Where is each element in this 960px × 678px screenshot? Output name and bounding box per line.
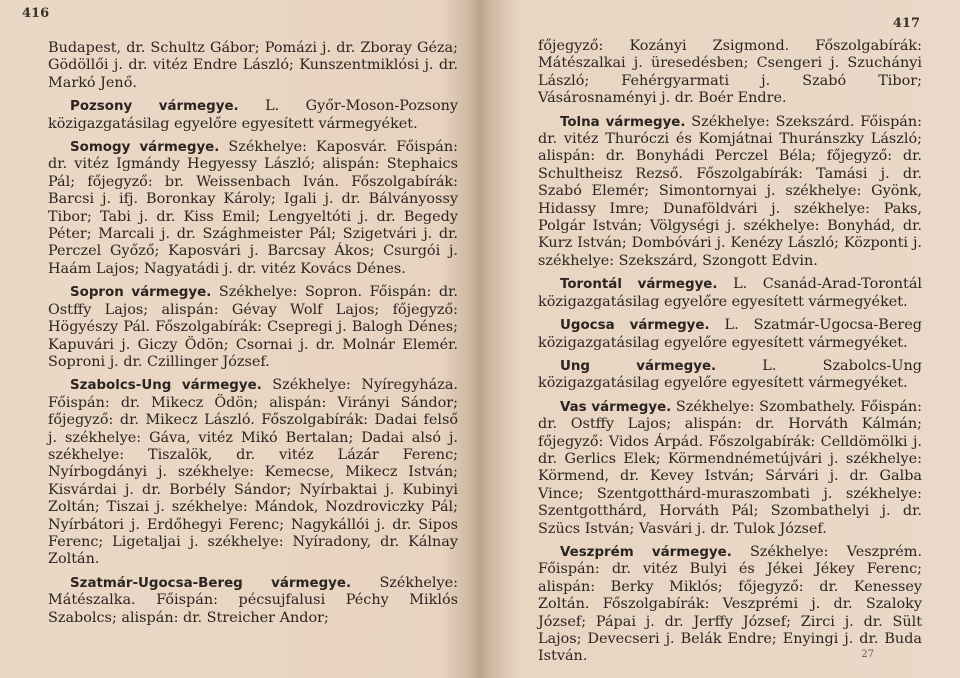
right-page [482,0,960,678]
entry-text: Székhelye: Szombathely. Főispán: dr. Ostffy Lajos; alispán: dr. Horváth Kálmán; főjegyző: Vidos Árpád. Főszolgabírák: Celldömölki j. dr. Gerlics Elek; Körmendnémetújvári j. székhelye: Körmend, dr. Kevey István; Sárvári j. dr. Galba Vince; Szentgotthárd-muraszombati j. székhelye: Szentgotthárd, Horváth Pál; Szombathelyi j. dr. Szücs István; Vasvári j. dr. Tulok József. [538,398,923,537]
entry-text: L. Szabolcs-Ung közigazgatásilag egyelőre egyesített vármegyéket. [538,357,922,392]
entry [48,40,458,92]
entry-heading: Somogy vármegye. [70,140,220,156]
entry [48,139,458,278]
entry-text: Székhelye: Mátészalka. Főispán: pécsujfalusi Péchy Miklós Szabolcs; alispán: dr. Streicher Andor; [48,574,458,626]
entry-heading: Veszprém vármegye. [560,544,732,560]
entry [538,358,922,393]
entry-heading: Szabolcs-Ung vármegye. [70,378,262,394]
page-number-left: 416 [22,6,50,21]
entry [48,284,458,371]
entry-text: Székhelye: Sopron. Főispán: dr. Ostffy Lajos; alispán: Gévay Wolf Lajos; főjegyző: Högyészy Pál. Főszolgabírák: Csepregi j. Balogh Dénes; Kapuvári j. Giczy Ödön; Csornai j. dr. Molnár Elemér. Soproni j. dr. Czillinger József. [48,284,458,370]
entry [538,114,922,271]
entry-text: Székhelye: Szekszárd. Főispán: dr. vitéz Thuróczi és Komjátnai Thuránszky László; alispán: dr. Bonyhádi Perczel Béla; főjegyző: dr. Schultheisz Rezső. Főszolgabírák: Tamási j. dr. Szabó Elemér; Simontornyai j. székhelye: Gyönk, Hidassy Imre; Dunaföldvári j. székhelye: Paks, Polgár István; Völgységi j. székhelye: Bonyhád, dr. Kurz István; Dombóvári j. Kenézy László; Központi j. székhelye: Szekszárd, Szongott Edvin. [538,113,923,269]
entry-heading: Ugocsa vármegye. [560,318,710,334]
entry-text: főjegyző: Kozányi Zsigmond. Főszolgabírák: Mátészalkai j. üresedésben; Csengeri j. Szuchányi László; Fehérgyarmati j. Szabó Tibor; Vásárosnaményi j. dr. Boér Endre. [538,38,922,107]
left-page-text [48,40,458,627]
entry-heading: Vas vármegye. [560,399,672,415]
entry-heading: Sopron vármegye. [70,285,212,301]
page-number-right: 417 [892,16,920,31]
entry [538,276,922,311]
right-page-text [538,38,922,666]
entry-text: Székhelye: Nyíregyháza. Főispán: dr. Mikecz Ödön; alispán: Virányi Sándor; főjegyző: dr. Mikecz László. Főszolgabírák: Dadai felső j. székhelye: Gáva, vitéz Mikó Bertalan; Dadai alsó j. székhelye: Tiszalök, dr. vitéz Lázár Ferenc; Nyírbogdányi j. székhelye: Kemecse, Mikecz István; Kisvárdai j. dr. Borbély Sándor; Nyírbaktai j. Kubinyi Zoltán; Tiszai j. székhelye: Mándok, Nozdroviczky Pál; Nyírbátori j. Erdőhegyi Ferenc; Nagykállói j. dr. Sipos Ferenc; Ligetaljai j. székhelye: Nyíradony, dr. Kálnay Zoltán. [48,377,459,568]
entry-text: L. Győr-Moson-Pozsony közigazgatásilag egyelőre egyesített vármegyéket. [48,98,459,132]
entry [48,575,458,627]
entry-text: Budapest, dr. Schultz Gábor; Pomázi j. dr. Zboray Géza; Gödöllői j. dr. vitéz Endre László; Kunszentmiklósi j. dr. Markó Jenő. [48,40,458,91]
entry [48,98,458,133]
entry-text: L. Csanád-Arad-Torontál közigazgatásilag egyelőre egyesített vármegyéket. [538,276,923,310]
entry [48,377,458,568]
entry-heading: Tolna vármegye. [560,114,686,130]
left-page [0,0,478,678]
entry [538,399,922,538]
entry-text: Székhelye: Veszprém. Főispán: dr. vitéz Bulyi és Jékei Jékey Ferenc; alispán: Berky Miklós; főjegyző: dr. Kenessey Zoltán. Főszolgabírák: Veszprémi j. dr. Szaloky József; Pápai j. dr. Jerffy József; Zirci j. dr. Sült Lajos; Devecseri j. Belák Endre; Enyingi j. dr. Buda István. [538,543,923,665]
entry [538,317,922,352]
entry-heading: Pozsony vármegye. [70,99,239,115]
entry-heading: Torontál vármegye. [560,277,718,293]
entry-text: Székhelye: Kaposvár. Főispán: dr. vitéz Igmándy Hegyessy László; alispán: Stephaics Pál; főjegyző: br. Weissenbach Iván. Főszolgabírák: Barcsi j. ifj. Boronkay Károly; Igali j. dr. Bálványossy Tibor; Tabi j. dr. Kiss Emil; Lengyeltóti j. dr. Begedy Péter; Marcali j. dr. Szághmeister Pál; Szigetvári j. dr. Perczel Győző; Kaposvári j. Barcsay Ákos; Csurgói j. Haám Lajos; Nagyatádi j. dr. vitéz Kovács Dénes. [48,139,459,277]
signature-mark: 27 [861,649,874,660]
entry [538,544,922,666]
entry [538,38,922,108]
entry-text: L. Szatmár-Ugocsa-Bereg közigazgatásilag egyelőre egyesített vármegyéket. [538,317,922,351]
entry-heading: Ung vármegye. [560,358,717,374]
entry-heading: Szatmár-Ugocsa-Bereg vármegye. [70,575,352,591]
